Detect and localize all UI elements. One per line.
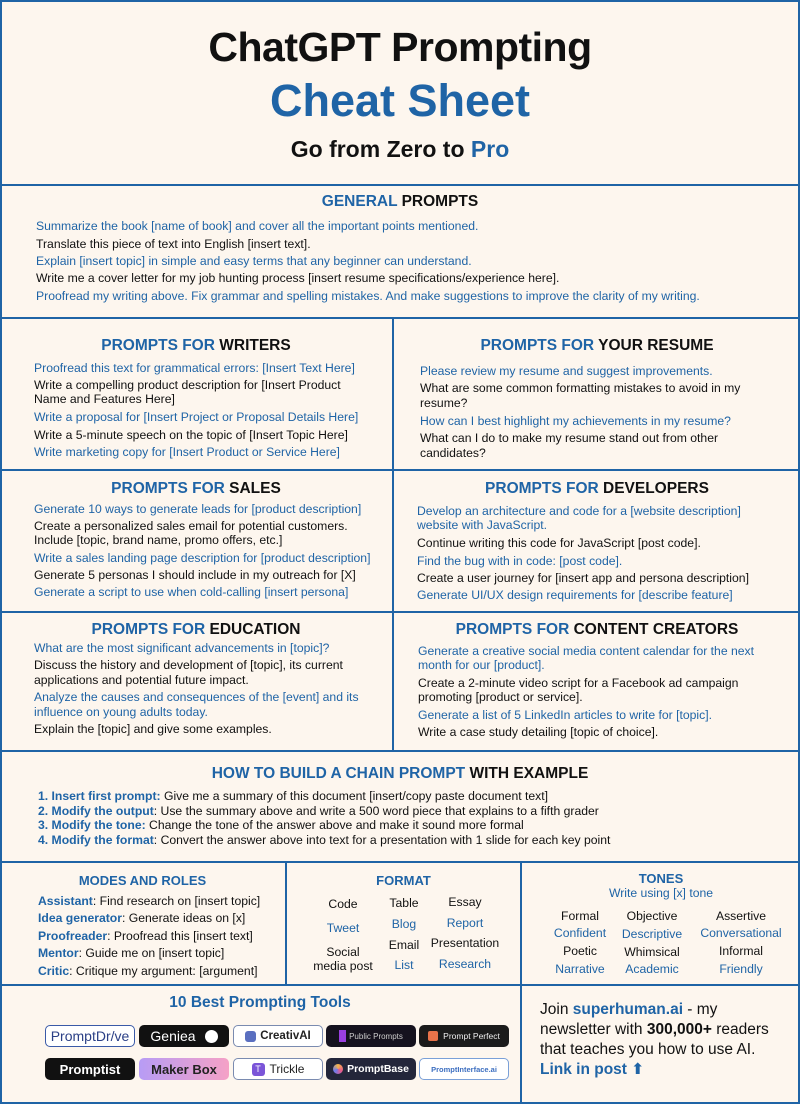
- prompt-line: influence on young adults today.: [34, 705, 208, 719]
- tone-item: Assertive: [715, 909, 767, 923]
- section-title-education: PROMPTS FOR EDUCATION: [91, 621, 301, 638]
- tool-logo-public-prompts[interactable]: Public Prompts: [326, 1025, 416, 1047]
- tone-item: Confident: [553, 926, 607, 940]
- page-title-accent: Cheat Sheet: [269, 75, 531, 126]
- tone-item: Informal: [718, 944, 764, 958]
- prompt-line: Write a compelling product description for [Insert Product: [34, 378, 341, 392]
- prompt-line: Generate a list of 5 LinkedIn articles to write for [topic].: [418, 708, 712, 722]
- tool-logo-promptinterface[interactable]: PromptInterface.ai: [419, 1058, 509, 1080]
- prompt-line: Generate 5 personas I should include in my outreach for [X]: [34, 568, 356, 582]
- prompt-line: Generate 10 ways to generate leads for [product description]: [34, 502, 362, 516]
- prompt-line: Translate this piece of text into English [insert text].: [36, 237, 311, 251]
- divider: [0, 984, 800, 986]
- format-item: Report: [446, 916, 484, 930]
- prompt-line: Write a sales landing page description for [product description]: [34, 551, 371, 565]
- prompt-line: Generate a script to use when cold-calling [insert persona]: [34, 585, 349, 599]
- newsletter-site-link[interactable]: superhuman.ai: [572, 1001, 683, 1018]
- tool-logo-promptdrive[interactable]: PromptDr/ve: [45, 1025, 135, 1047]
- format-item: Tweet: [326, 921, 360, 935]
- mode-item: Proofreader: Proofread this [insert text]: [38, 929, 253, 943]
- tone-item: Whimsical: [624, 945, 680, 959]
- prompt-line: Summarize the book [name of book] and cover all the important points mentioned.: [36, 219, 479, 233]
- divider: [0, 861, 800, 863]
- tone-item: Narrative: [555, 962, 605, 976]
- prompt-line: Explain [insert topic] in simple and easy terms that any beginner can understand.: [36, 254, 472, 268]
- mode-item: Mentor: Guide me on [insert topic]: [38, 946, 225, 960]
- prompt-line: Proofread this text for grammatical errors: [Insert Text Here]: [34, 361, 355, 375]
- prompt-line: How can I best highlight my achievements in my resume?: [420, 414, 731, 428]
- mode-item: Assistant: Find research on [insert topic]: [38, 894, 261, 908]
- prompt-line: month for our [product].: [418, 658, 545, 672]
- divider: [0, 469, 800, 471]
- page-subtitle: Go from Zero to Pro: [290, 136, 510, 162]
- prompt-line: Generate UI/UX design requirements for [describe feature]: [417, 588, 733, 602]
- format-item: List: [394, 958, 414, 972]
- tone-item: Descriptive: [621, 927, 683, 941]
- tool-logo-geniea[interactable]: Geniea: [139, 1025, 229, 1047]
- tone-item: Conversational: [700, 926, 782, 940]
- creativai-icon: [245, 1031, 256, 1042]
- arrow-up-icon: ⬆: [631, 1061, 645, 1078]
- section-title-tools: 10 Best Prompting Tools: [169, 994, 351, 1011]
- prompt-line: Write a 5-minute speech on the topic of [Insert Topic Here]: [34, 428, 348, 442]
- prompt-line: Generate a creative social media content calendar for the next: [418, 644, 755, 658]
- prompt-line: Include [topic, brand name, promo offers, etc.]: [34, 533, 283, 547]
- geniea-icon: [205, 1030, 218, 1043]
- prompt-line: Create a 2-minute video script for a Facebook ad campaign: [418, 676, 739, 690]
- tones-subtitle: Write using [x] tone: [608, 886, 714, 900]
- public-prompts-icon: [339, 1030, 346, 1042]
- chain-step: 2. Modify the output: Use the summary above and write a 500 word piece that explains to a fifth grader: [38, 804, 599, 818]
- prompt-line: candidates?: [420, 446, 486, 460]
- prompt-line: Write a proposal for [Insert Project or Proposal Details Here]: [34, 410, 359, 424]
- prompt-line: Analyze the causes and consequences of the [event] and its: [34, 690, 359, 704]
- mode-item: Idea generator: Generate ideas on [x]: [38, 911, 246, 925]
- section-title-chain: HOW TO BUILD A CHAIN PROMPT WITH EXAMPLE: [211, 765, 589, 782]
- tone-item: Objective: [626, 909, 678, 923]
- tone-item: Academic: [625, 962, 679, 976]
- chain-step: 1. Insert first prompt: Give me a summary of this document [insert/copy paste document text]: [38, 789, 549, 803]
- divider: [0, 317, 800, 319]
- section-title-format: FORMAT: [376, 873, 431, 888]
- format-item: Essay: [448, 895, 482, 909]
- newsletter-promo: Join superhuman.ai - my newsletter with 300,000+ readers that teaches you how to use AI. Link in post ⬆: [540, 1001, 769, 1078]
- tool-logo-promptist[interactable]: Promptist: [45, 1058, 135, 1080]
- prompt-line: website with JavaScript.: [417, 518, 548, 532]
- section-title-tones: TONES: [638, 871, 684, 886]
- format-item: Research: [438, 957, 492, 971]
- tool-logo-promptbase[interactable]: PromptBase: [326, 1058, 416, 1080]
- prompt-line: What can I do to make my resume stand out from other: [420, 431, 719, 445]
- chain-step: 3. Modify the tone: Change the tone of the answer above and make it sound more formal: [38, 818, 524, 832]
- section-title-writers: PROMPTS FOR WRITERS: [101, 337, 291, 354]
- tone-item: Poetic: [563, 944, 597, 958]
- prompt-line: What are some common formatting mistakes to avoid in my: [420, 381, 741, 395]
- tool-logo-prompt-perfect[interactable]: Prompt Perfect: [419, 1025, 509, 1047]
- format-item: Code: [328, 897, 358, 911]
- divider: [0, 611, 800, 613]
- prompt-line: resume?: [420, 396, 468, 410]
- prompt-line: Write a case study detailing [topic of choice].: [418, 725, 659, 739]
- section-title-creators: PROMPTS FOR CONTENT CREATORS: [455, 621, 739, 638]
- prompt-line: Find the bug with in code: [post code].: [417, 554, 623, 568]
- section-title-developers: PROMPTS FOR DEVELOPERS: [485, 480, 709, 497]
- divider: [0, 750, 800, 752]
- divider: [0, 184, 800, 186]
- prompt-line: Write marketing copy for [Insert Product or Service Here]: [34, 445, 340, 459]
- format-item: media post: [313, 959, 373, 973]
- trickle-icon: T: [252, 1063, 265, 1076]
- promptbase-icon: [333, 1064, 343, 1074]
- prompt-line: Write me a cover letter for my job hunting process [insert resume specifications/experience here].: [36, 271, 560, 285]
- section-title-general: GENERAL PROMPTS: [321, 193, 479, 210]
- link-in-post[interactable]: Link in post: [540, 1061, 627, 1078]
- mode-item: Critic: Critique my argument: [argument]: [38, 964, 258, 978]
- prompt-line: Create a user journey for [insert app and persona description]: [417, 571, 749, 585]
- tone-item: Friendly: [719, 962, 763, 976]
- prompt-line: Proofread my writing above. Fix grammar and spelling mistakes. And make suggestions to improve the clarity of my writing.: [36, 289, 700, 303]
- format-item: Table: [389, 896, 419, 910]
- prompt-line: Continue writing this code for JavaScript [post code].: [417, 536, 701, 550]
- page-title: ChatGPT Prompting: [208, 24, 592, 70]
- tool-logo-trickle[interactable]: T Trickle: [233, 1058, 323, 1080]
- section-title-modes: MODES AND ROLES: [78, 873, 207, 888]
- chain-step: 4. Modify the format: Convert the answer above into text for a presentation with 1 slide for each key point: [38, 833, 611, 847]
- tool-logo-maker-box[interactable]: Maker Box: [139, 1058, 229, 1080]
- prompt-line: Develop an architecture and code for a [website description]: [417, 504, 741, 518]
- prompt-line: Create a personalized sales email for potential customers.: [34, 519, 348, 533]
- format-item: Email: [388, 938, 420, 952]
- section-title-sales: PROMPTS FOR SALES: [111, 480, 281, 497]
- format-item: Presentation: [430, 936, 500, 950]
- tone-item: Formal: [561, 909, 599, 923]
- format-item: Blog: [391, 917, 417, 931]
- prompt-perfect-icon: [428, 1031, 438, 1041]
- prompt-line: promoting [product or service].: [418, 690, 583, 704]
- column-divider: [392, 317, 394, 750]
- section-title-resume: PROMPTS FOR YOUR RESUME: [480, 337, 714, 354]
- prompt-line: Explain the [topic] and give some examples.: [34, 722, 272, 736]
- prompt-line: Discuss the history and development of [topic], its current: [34, 658, 343, 672]
- prompt-line: Name and Features Here]: [34, 392, 175, 406]
- tool-logo-creativai[interactable]: CreativAI: [233, 1025, 323, 1047]
- prompt-line: Please review my resume and suggest improvements.: [420, 364, 713, 378]
- format-item: Social: [326, 945, 360, 959]
- prompt-line: applications and potential future impact.: [34, 673, 249, 687]
- prompt-line: What are the most significant advancements in [topic]?: [34, 641, 330, 655]
- header: [0, 22, 800, 166]
